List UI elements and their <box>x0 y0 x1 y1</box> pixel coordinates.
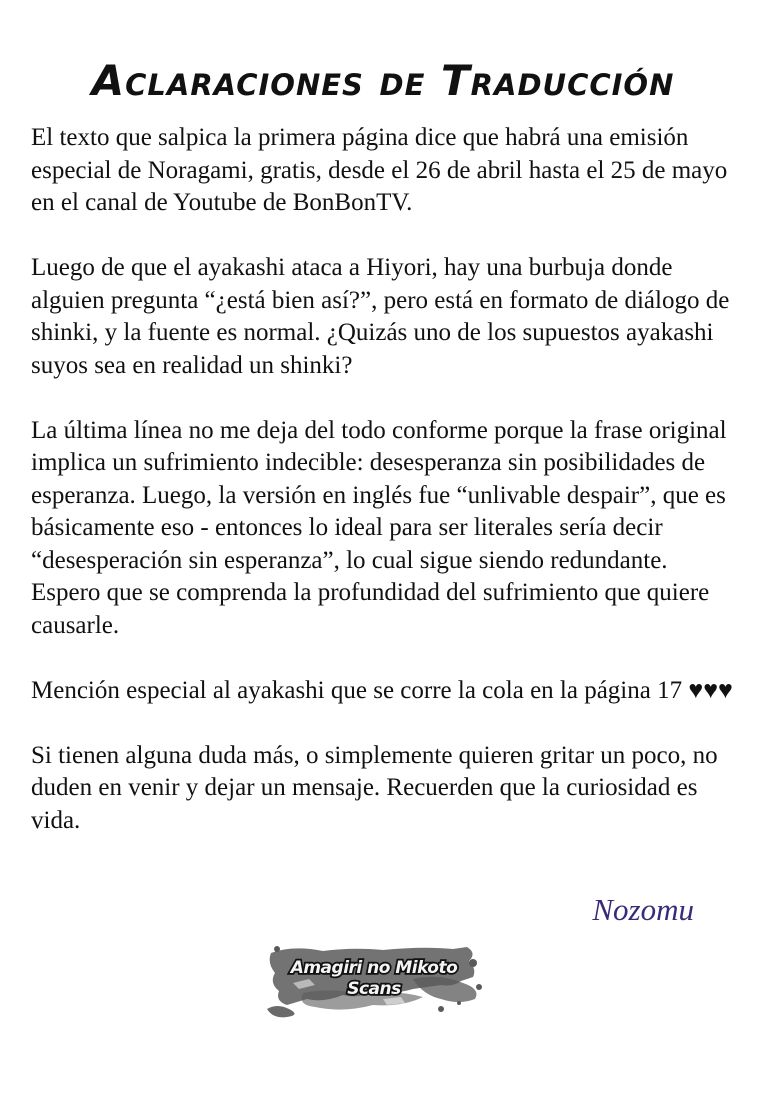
paragraph-closing: Si tienen alguna duda más, o simplemente quieren gritar un poco, no duden en venir y dejar un mensaje. Recuerden que la curiosidad es vida. <box>31 741 718 834</box>
logo-line-2: Scans <box>347 979 401 999</box>
logo-line-1: Amagiri no Mikoto <box>290 958 458 978</box>
translator-signature: Nozomu <box>592 892 694 927</box>
paragraph-last-line: La última línea no me deja del todo conforme porque la frase original implica un sufrimiento indecible: desesperanza sin posibilidades de esperanza. Luego, la versión en inglés fue “unlivable despair”, que es básicamente eso - entonces lo ideal para ser literales sería decir “desesperación sin esperanza”, lo cual sigue siendo redundante. Espero que se comprenda la profundidad del sufrimiento que quiere causarle. <box>31 416 727 639</box>
paragraph-broadcast: El texto que salpica la primera página dice que habrá una emisión especial de Noragami, gratis, desde el 26 de abril hasta el 25 de mayo en el canal de Youtube de BonBonTV. <box>31 124 728 216</box>
notes-body <box>31 122 737 870</box>
scanlation-logo <box>263 943 485 1019</box>
paragraph-shinki-bubble: Luego de que el ayakashi ataca a Hiyori, hay una burbuja donde alguien pregunta “¿está bien así?”, pero está en formato de diálogo de shinki, y la fuente es normal. ¿Quizás uno de los supuestos ayakashi suyos sea en realidad un shinki? <box>31 254 730 379</box>
page-title: Aclaraciones de Traducción <box>91 56 675 105</box>
paragraph-special-mention: Mención especial al ayakashi que se corre la cola en la página 17 ♥♥♥ <box>31 676 733 704</box>
